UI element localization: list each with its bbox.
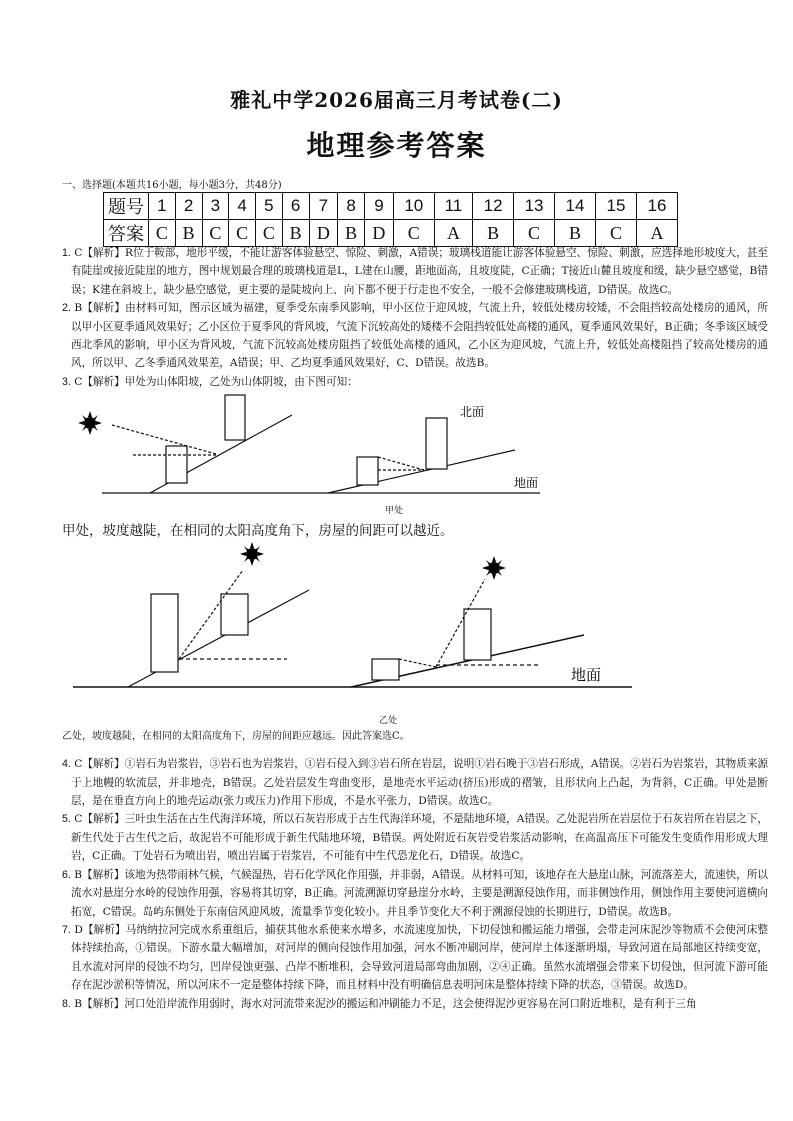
house [166,446,187,483]
row-label: 题号 [104,193,149,220]
answer-cell: C [595,220,636,247]
house [426,418,447,469]
house [221,594,248,635]
answer-cell: B [473,220,514,247]
question-number-cell: 11 [434,193,472,220]
house [151,594,178,672]
sun-icon [78,411,102,435]
page-title: 地理参考答案 [306,129,487,162]
question-number-cell: 16 [636,193,677,220]
question-explanation: 5. C【解析】三叶虫生活在古生代海洋环境，所以石灰岩形成于古生代海洋环境，不是陆地环境，A错误。乙处泥岩所在岩层位于石灰岩所在岩层之下，新生代处于古生代之后，故泥岩不可能形成于新生代陆地环境，B错误。两处附近石灰岩受岩浆活动影响，在高温高压下可能发生变质作用形成大理岩，C正确。丁处岩石为喷出岩，喷出岩属于岩浆岩，不可能有中生代恐龙化石，D错误。故选C。 [62,813,769,863]
question-number-cell: 4 [229,193,256,220]
figure-note: 乙处，坡度越陡，在相同的太阳高度角下，房屋的间距应越远。因此答案选C。 [62,731,410,743]
question-number-cell: 1 [149,193,176,220]
figure-caption: 甲处 [385,506,404,517]
question-explanation: 4. C【解析】①岩石为岩浆岩，③岩石也为岩浆岩，①岩石侵入到③岩石所在岩层，说明①岩石晚于③岩石形成，A错误。②岩石为岩浆岩，其物质来源于上地幔的软流层，并非地壳，B错误。乙处岩层发生弯曲变形，是地壳水平运动(挤压)形成的褶皱，且形状向上凸起，为背斜，C正确。甲处是断层，是在垂直方向上的地壳运动(张力或压力)作用下形成，不是水平张力，D错误。故选C。 [62,758,769,808]
question-number-cell: 15 [595,193,636,220]
question-number-cell: 12 [473,193,514,220]
answer-cell: B [175,220,202,247]
question-explanation: 8. B【解析】河口处沿岸流作用弱时，海水对河流带来泥沙的搬运和冲刷能力不足，这会使得泥沙更容易在河口附近堆积，是有利于三角 [62,997,697,1010]
house [225,395,245,440]
answer-cell: C [229,220,256,247]
question-number-cell: 2 [175,193,202,220]
question-explanation: 7. D【解析】马纳纳拉河完成水系重组后，捕获其他水系使来水增多，水流速度加快，下切侵蚀和搬运能力增强，会带走河床泥沙等物质不会使河床整体持续抬高，①错误。下游水量大幅增加，对河岸的侧向侵蚀作用加强，河水不断冲刷河岸，使河岸土体逐渐坍塌，导致河道在局部地区持续变宽，且水流对河岸的侵蚀不均匀，凹岸侵蚀更强、凸岸不断堆积，会导致河道局部弯曲加剧，②④正确。虽然水流增强会带来下切侵蚀，但河流下游可能存在泥沙淤积等情况，所以河床不一定是整体持续下降，而且材料中没有明确信息表明河床是整体持续下降的状态，③错误。故选D。 [62,923,768,992]
ground-label: 地面 [514,476,539,491]
question-explanation: 3. C【解析】甲处为山体阳坡，乙处为山体阴坡，由下图可知： [62,375,358,388]
section-heading: 一、选择题(本题共16小题，每小题3分，共48分) [62,180,282,191]
sun-ray [112,425,216,454]
north-label: 北面 [460,405,485,420]
question-number-cell: 3 [202,193,229,220]
question-explanation: 2. B【解析】由材料可知，图示区域为福建，夏季受东南季风影响，甲小区位于迎风坡，气流上升，较低处楼房较矮，不会阻挡较高处楼房的通风，所以甲小区夏季通风效果好；乙小区位于夏季风的背风坡，气流下沉较高处的矮楼不会阻挡较低处高楼的通风，夏季通风效果好，B正确；冬季该区域受西北季风的影响，甲小区为背风坡，气流下沉较高处楼房阻挡了较低处高楼的通风，乙小区为迎风坡，气流上升，较低处高楼阻挡了较高处楼房的通风，所以甲、乙冬季通风效果差，A错误；甲、乙均夏季通风效果好，C、D错误。故选B。 [62,302,769,370]
answer-cell: B [282,220,309,247]
question-number-cell: 5 [256,193,283,220]
answer-cell: C [149,220,176,247]
gentle-slope [328,450,515,493]
question-number-cell: 9 [365,193,394,220]
question-number-cell: 13 [514,193,555,220]
figure-caption: 乙处 [379,716,398,727]
figure-note: 甲处，坡度越陡，在相同的太阳高度角下，房屋的间距可以越近。 [62,523,454,540]
sun-ray [378,457,424,470]
answer-cell: D [365,220,394,247]
answer-cell: A [636,220,677,247]
question-number-cell: 8 [338,193,365,220]
answer-cell: B [338,220,365,247]
answer-cell: D [309,220,338,247]
question-explanation: 6. B【解析】该地为热带雨林气候，气候湿热，岩石化学风化作用强，并非弱，A错误。从材料可知，该地存在大悬崖山脉，河流落差大，流速快，所以流水对悬崖分水岭的侵蚀作用强，容易将其切穿，B正确。河流溯源切穿悬崖分水岭，主要是溯源侵蚀作用，而非侧蚀作用，侧蚀作用主要使河道横向拓宽，C错误。岛屿东侧处于东南信风迎风坡，流量季节变化较小。并且季节变化大不利于溯源侵蚀的长期进行，D错误。故选B。 [62,868,768,918]
question-number-cell: 6 [282,193,309,220]
slope-figure [0,391,793,755]
sun-icon [240,542,264,566]
answer-cell: C [514,220,555,247]
answer-cell: C [202,220,229,247]
answer-cell: B [555,220,596,247]
exam-title: 雅礼中学2026届高三月考试卷(二) [230,88,563,112]
house [357,457,378,485]
question-explanation: 1. C【解析】R位于鞍部，地形平缓，不能让游客体验悬空、惊险、刺激，A错误；玻璃栈道能让游客体验悬空、惊险、刺激，应选择地形坡度大，甚至有陡崖或接近陡崖的地方，图中规划最合理的玻璃栈道是L，L建在山腰，距地面高，且坡度陡，C正确；T接近山麓且坡度和缓，缺少悬空感觉，B错误；K建在斜坡上，缺少悬空感觉，更主要的是陡坡向上、向下都不便于行走也不安全，一般不会修建玻璃栈道，D错误。故选C。 [62,247,769,296]
sun-ray [399,659,436,667]
house [464,609,491,660]
house [372,659,399,680]
question-number-cell: 10 [393,193,434,220]
question-number-cell: 14 [555,193,596,220]
sun-icon [482,556,506,580]
answer-cell: C [393,220,434,247]
ground-label: 地面 [571,666,602,685]
answer-cell: C [256,220,283,247]
question-number-cell: 7 [309,193,338,220]
answer-cell: A [434,220,472,247]
row-label: 答案 [104,220,149,247]
